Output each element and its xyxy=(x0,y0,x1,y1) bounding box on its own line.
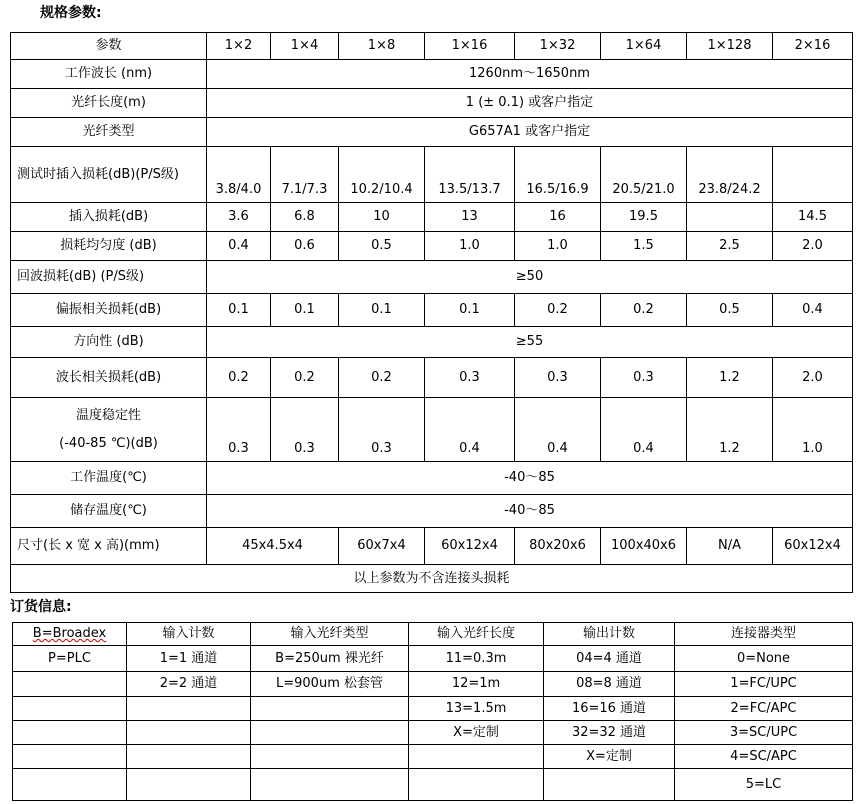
size-row xyxy=(11,528,853,565)
value-cell: 0.3 xyxy=(515,358,601,398)
header-cell: 2×16 xyxy=(773,33,853,60)
order-cell: X=定制 xyxy=(409,721,544,745)
header-cell: 1×2 xyxy=(207,33,271,60)
temp-stability-label-2: (-40-85 ℃)(dB) xyxy=(59,435,158,451)
row-value: G657A1 或客户指定 xyxy=(207,118,853,147)
value-cell: 0.3 xyxy=(271,398,339,462)
row-value: ≥50 xyxy=(207,261,853,294)
order-cell xyxy=(251,769,409,801)
header-cell: 输出计数 xyxy=(544,623,675,646)
header-cell: 连接器类型 xyxy=(675,623,853,646)
value-cell: 3.8/4.0 xyxy=(207,147,271,203)
header-cell: 输入光纤长度 xyxy=(409,623,544,646)
return-loss-row xyxy=(11,261,853,294)
value-cell: 0.4 xyxy=(773,294,853,327)
value-cell: 16 xyxy=(515,203,601,232)
row-label xyxy=(11,398,207,462)
row-label: 工作温度(℃) xyxy=(11,462,207,495)
value-cell: 2.5 xyxy=(687,232,773,261)
spec-heading: 规格参数: xyxy=(40,5,102,21)
header-cell: 1×4 xyxy=(271,33,339,60)
op-temp-row xyxy=(11,462,853,495)
header-cell: 输入计数 xyxy=(127,623,251,646)
value-cell: 0.3 xyxy=(425,358,515,398)
order-row xyxy=(13,646,853,672)
order-cell: 2=FC/APC xyxy=(675,697,853,721)
row-label: 回波损耗(dB) (P/S级) xyxy=(11,261,207,294)
value-cell: 0.5 xyxy=(687,294,773,327)
value-cell: 0.1 xyxy=(271,294,339,327)
value-cell: 7.1/7.3 xyxy=(271,147,339,203)
row-label: 测试时插入损耗(dB)(P/S级) xyxy=(11,147,207,203)
value-cell: 2.0 xyxy=(773,358,853,398)
value-cell: 2.0 xyxy=(773,232,853,261)
order-cell: 5=LC xyxy=(675,769,853,801)
value-cell: 6.8 xyxy=(271,203,339,232)
value-cell: 1.2 xyxy=(687,398,773,462)
header-cell: 输入光纤类型 xyxy=(251,623,409,646)
value-cell: 60x12x4 xyxy=(425,528,515,565)
order-cell: 13=1.5m xyxy=(409,697,544,721)
value-cell: 0.2 xyxy=(339,358,425,398)
uniformity-row xyxy=(11,232,853,261)
order-cell: 16=16 通道 xyxy=(544,697,675,721)
value-cell: 1.5 xyxy=(601,232,687,261)
order-cell: 12=1m xyxy=(409,672,544,697)
value-cell: 0.1 xyxy=(425,294,515,327)
order-cell xyxy=(127,721,251,745)
header-cell: 1×128 xyxy=(687,33,773,60)
value-cell: 0.4 xyxy=(425,398,515,462)
value-cell: 0.3 xyxy=(601,358,687,398)
brand-code: B=Broadex xyxy=(32,626,107,641)
value-cell: 0.2 xyxy=(515,294,601,327)
value-cell xyxy=(773,147,853,203)
value-cell: 0.2 xyxy=(271,358,339,398)
test-insertion-loss-row xyxy=(11,147,853,203)
order-heading: 订货信息: xyxy=(10,599,72,615)
wdl-row xyxy=(11,358,853,398)
row-label: 偏振相关损耗(dB) xyxy=(11,294,207,327)
order-cell xyxy=(409,745,544,769)
value-cell: 0.3 xyxy=(339,398,425,462)
row-label: 方向性 (dB) xyxy=(11,327,207,358)
order-cell xyxy=(13,769,127,801)
order-cell xyxy=(13,745,127,769)
value-cell: 1.0 xyxy=(425,232,515,261)
value-cell: 0.2 xyxy=(207,358,271,398)
order-cell: 1=FC/UPC xyxy=(675,672,853,697)
value-cell: 19.5 xyxy=(601,203,687,232)
order-row xyxy=(13,745,853,769)
value-cell: 10 xyxy=(339,203,425,232)
order-cell: P=PLC xyxy=(13,646,127,672)
value-cell: 3.6 xyxy=(207,203,271,232)
value-cell: 23.8/24.2 xyxy=(687,147,773,203)
value-cell: 10.2/10.4 xyxy=(339,147,425,203)
value-cell: 0.1 xyxy=(339,294,425,327)
row-value: 1260nm～1650nm xyxy=(207,60,853,89)
row-value: 1 (± 0.1) 或客户指定 xyxy=(207,89,853,118)
temp-stability-label-1: 温度稳定性 xyxy=(75,407,141,423)
row-value: ≥55 xyxy=(207,327,853,358)
order-cell xyxy=(13,672,127,697)
spec-header-row xyxy=(11,33,853,60)
value-cell: 0.5 xyxy=(339,232,425,261)
spec-table xyxy=(10,32,853,593)
value-cell: 20.5/21.0 xyxy=(601,147,687,203)
order-cell xyxy=(13,697,127,721)
order-cell xyxy=(251,745,409,769)
value-cell: 0.4 xyxy=(515,398,601,462)
row-value: -40～85 xyxy=(207,495,853,528)
row-label: 尺寸(长 x 宽 x 高)(mm) xyxy=(11,528,207,565)
value-cell: 60x7x4 xyxy=(339,528,425,565)
storage-temp-row xyxy=(11,495,853,528)
row-label: 工作波长 (nm) xyxy=(11,60,207,89)
order-cell: 04=4 通道 xyxy=(544,646,675,672)
value-cell: 0.4 xyxy=(601,398,687,462)
order-row xyxy=(13,697,853,721)
row-value: -40～85 xyxy=(207,462,853,495)
wavelength-row xyxy=(11,60,853,89)
order-cell: 0=None xyxy=(675,646,853,672)
note-row xyxy=(11,565,853,593)
order-cell xyxy=(127,745,251,769)
header-cell: 参数 xyxy=(11,33,207,60)
order-cell: L=900um 松套管 xyxy=(251,672,409,697)
order-cell xyxy=(409,769,544,801)
value-cell: 13.5/13.7 xyxy=(425,147,515,203)
insertion-loss-row xyxy=(11,203,853,232)
pdl-row xyxy=(11,294,853,327)
header-cell xyxy=(13,623,127,646)
order-cell: B=250um 裸光纤 xyxy=(251,646,409,672)
header-cell: 1×64 xyxy=(601,33,687,60)
row-label: 插入损耗(dB) xyxy=(11,203,207,232)
order-cell: 08=8 通道 xyxy=(544,672,675,697)
order-cell: 1=1 通道 xyxy=(127,646,251,672)
order-cell xyxy=(13,721,127,745)
value-cell: 0.2 xyxy=(601,294,687,327)
fiber-length-row xyxy=(11,89,853,118)
value-cell: N/A xyxy=(687,528,773,565)
order-cell xyxy=(544,769,675,801)
value-cell: 16.5/16.9 xyxy=(515,147,601,203)
value-cell: 1.2 xyxy=(687,358,773,398)
order-cell xyxy=(251,697,409,721)
order-row xyxy=(13,721,853,745)
temp-stability-row xyxy=(11,398,853,462)
order-cell xyxy=(127,769,251,801)
order-cell: 32=32 通道 xyxy=(544,721,675,745)
row-label: 损耗均匀度 (dB) xyxy=(11,232,207,261)
fiber-type-row xyxy=(11,118,853,147)
value-cell: 100x40x6 xyxy=(601,528,687,565)
value-cell: 1.0 xyxy=(773,398,853,462)
value-cell: 0.6 xyxy=(271,232,339,261)
value-cell: 14.5 xyxy=(773,203,853,232)
value-cell: 60x12x4 xyxy=(773,528,853,565)
order-cell: X=定制 xyxy=(544,745,675,769)
order-cell: 4=SC/APC xyxy=(675,745,853,769)
value-cell: 80x20x6 xyxy=(515,528,601,565)
order-cell: 2=2 通道 xyxy=(127,672,251,697)
header-cell: 1×8 xyxy=(339,33,425,60)
value-cell: 1.0 xyxy=(515,232,601,261)
directivity-row xyxy=(11,327,853,358)
header-cell: 1×16 xyxy=(425,33,515,60)
value-cell: 45x4.5x4 xyxy=(207,528,339,565)
row-label: 光纤类型 xyxy=(11,118,207,147)
note: 以上参数为不含连接头损耗 xyxy=(11,565,853,593)
value-cell: 0.3 xyxy=(207,398,271,462)
value-cell: 0.1 xyxy=(207,294,271,327)
value-cell: 13 xyxy=(425,203,515,232)
order-row xyxy=(13,769,853,801)
order-row xyxy=(13,672,853,697)
value-cell xyxy=(687,203,773,232)
row-label: 光纤长度(m) xyxy=(11,89,207,118)
row-label: 波长相关损耗(dB) xyxy=(11,358,207,398)
order-cell: 11=0.3m xyxy=(409,646,544,672)
order-cell xyxy=(127,697,251,721)
order-header-row xyxy=(13,623,853,646)
order-table xyxy=(12,622,853,801)
header-cell: 1×32 xyxy=(515,33,601,60)
value-cell: 0.4 xyxy=(207,232,271,261)
row-label: 储存温度(℃) xyxy=(11,495,207,528)
order-cell xyxy=(251,721,409,745)
order-cell: 3=SC/UPC xyxy=(675,721,853,745)
